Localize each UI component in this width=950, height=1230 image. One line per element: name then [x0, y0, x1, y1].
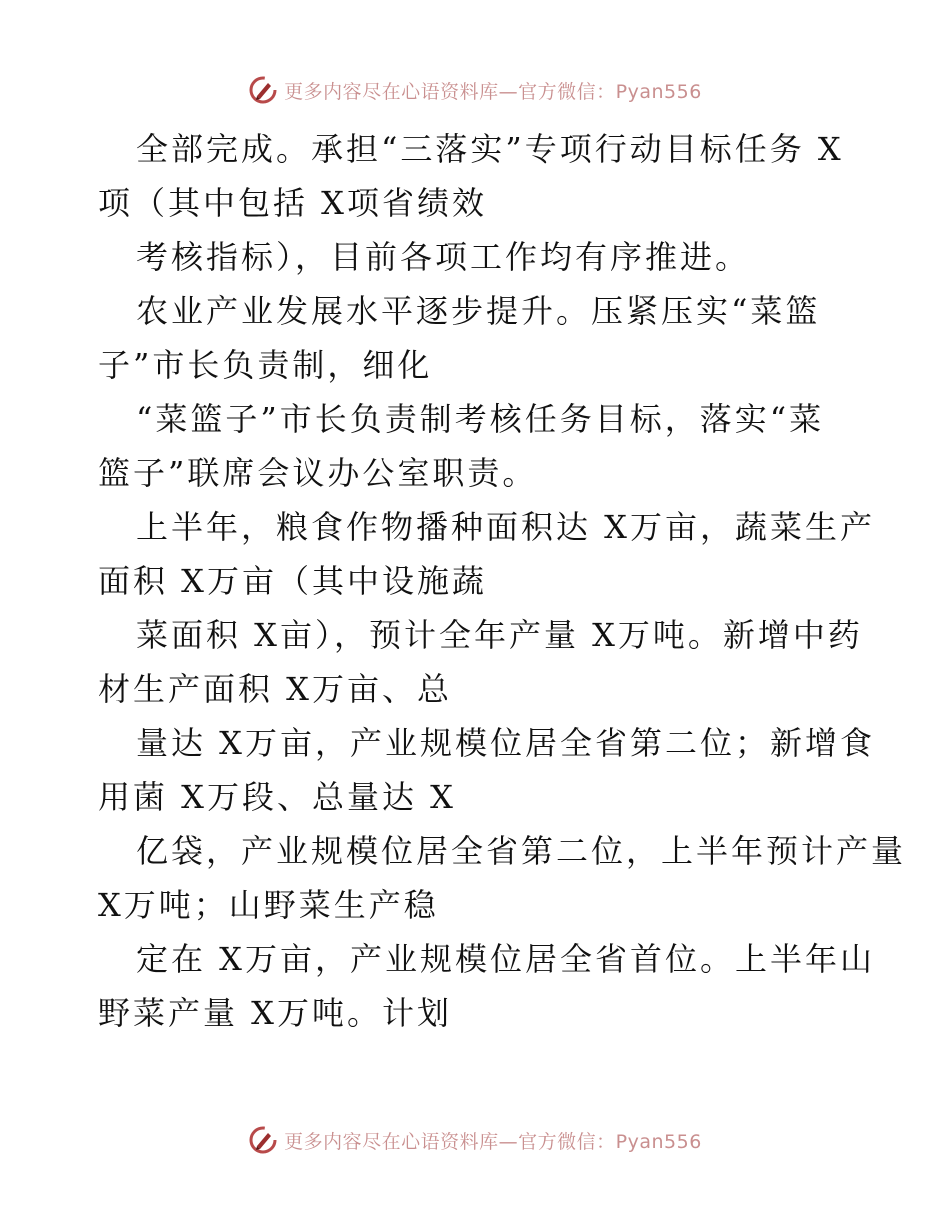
text-line: 材生产面积 X万亩、总 — [98, 670, 452, 708]
text-line: 全部完成。承担“三落实”专项行动目标任务 X — [136, 130, 844, 168]
footer-watermark — [0, 1120, 950, 1160]
text-line: 面积 X万亩（其中设施蔬 — [98, 562, 487, 600]
text-line: 亿袋，产业规模位居全省第二位，上半年预计产量 — [136, 832, 907, 870]
watermark-text: 更多内容尽在心语资料库—官方微信：Pyan556 — [284, 1130, 702, 1153]
text-line: 上半年，粮食作物播种面积达 X万亩，蔬菜生产 — [136, 508, 875, 546]
document-body — [98, 122, 907, 1040]
watermark-text: 更多内容尽在心语资料库—官方微信：Pyan556 — [284, 80, 702, 103]
text-line: 考核指标），目前各项工作均有序推进。 — [136, 238, 751, 276]
pen-swirl-logo-icon — [248, 75, 278, 105]
text-line: 野菜产量 X万吨。计划 — [98, 994, 452, 1032]
text-line: 菜面积 X亩），预计全年产量 X万吨。新增中药 — [136, 616, 863, 654]
text-line: 子”市长负责制，细化 — [98, 346, 433, 384]
text-line: “菜篮子”市长负责制考核任务目标，落实“菜 — [136, 400, 825, 438]
text-line: 量达 X万亩，产业规模位居全省第二位；新增食 — [136, 724, 875, 762]
header-watermark — [0, 70, 950, 110]
text-line: 定在 X万亩，产业规模位居全省首位。上半年山 — [136, 940, 875, 978]
pen-swirl-logo-icon — [248, 1125, 278, 1155]
text-line: 项（其中包括 X项省绩效 — [98, 184, 487, 222]
text-line: 用菌 X万段、总量达 X — [98, 778, 456, 816]
text-line: 农业产业发展水平逐步提升。压紧压实“菜篮 — [136, 292, 821, 330]
text-line: 篮子”联席会议办公室职责。 — [98, 454, 538, 492]
text-line: X万吨；山野菜生产稳 — [98, 886, 439, 924]
